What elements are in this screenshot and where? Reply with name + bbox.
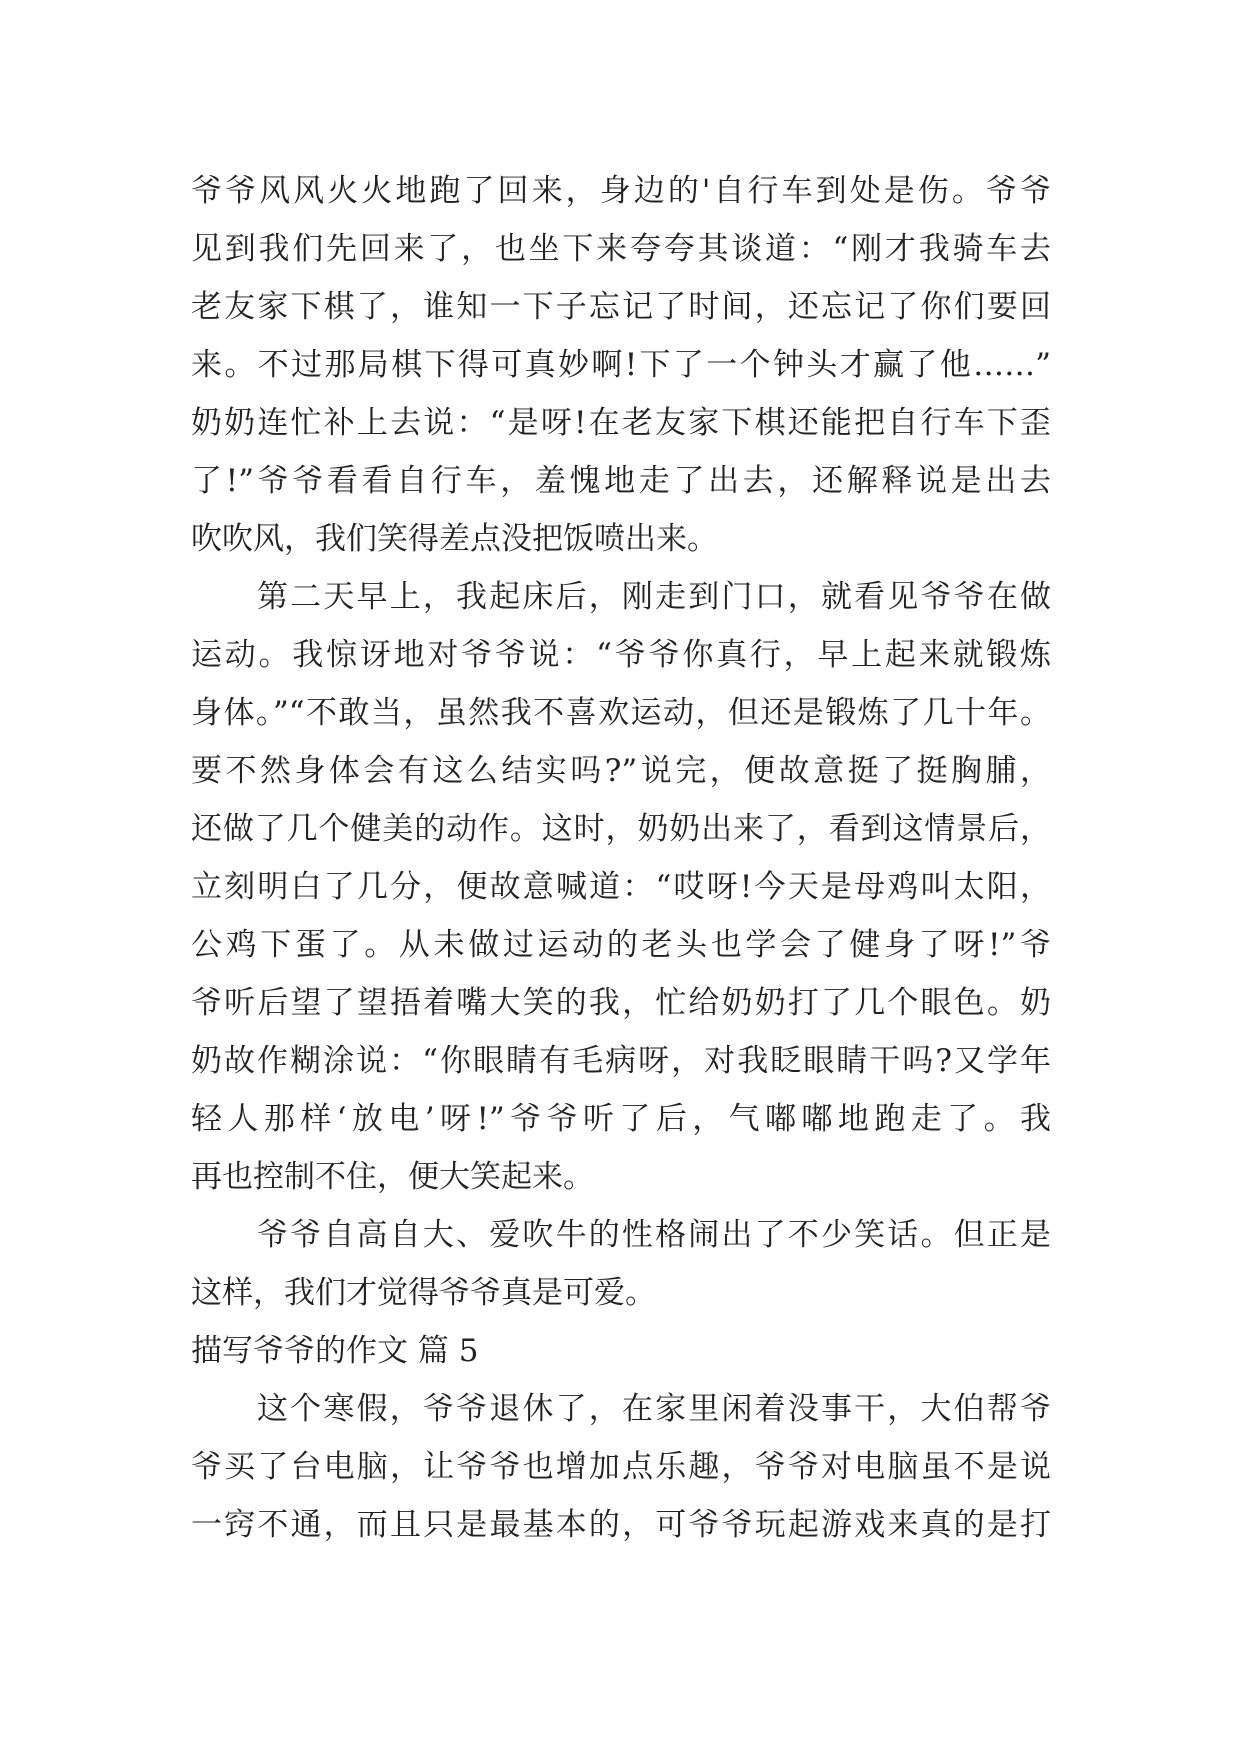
text-line: 还做了几个健美的动作。这时，奶奶出来了，看到这情景后， — [191, 811, 1051, 847]
text-line: 再也控制不住，便大笑起来。 — [191, 1159, 594, 1195]
text-line: 来。不过那局棋下得可真妙啊!下了一个钟头才赢了他……” — [191, 347, 1051, 383]
text-line: 公鸡下蛋了。从未做过运动的老头也学会了健身了呀!”爷 — [191, 927, 1051, 963]
essay-body — [191, 162, 1051, 1554]
text-line: 吹吹风，我们笑得差点没把饭喷出来。 — [191, 521, 718, 557]
paragraph-2 — [191, 568, 1051, 1206]
text-line: 要不然身体会有这么结实吗?”说完，便故意挺了挺胸脯， — [191, 753, 1051, 789]
paragraph-4 — [191, 1380, 1051, 1554]
text-line: 运动。我惊讶地对爷爷说：“爷爷你真行，早上起来就锻炼 — [191, 637, 1051, 673]
text-line: 爷爷自高自大、爱吹牛的性格闹出了不少笑话。但正是 — [257, 1217, 1051, 1253]
section-heading: 描写爷爷的作文 篇 5 — [191, 1333, 479, 1369]
text-line: 轻人那样‘放电’呀!”爷爷听了后，气嘟嘟地跑走了。我 — [191, 1101, 1051, 1137]
text-line: 身体。”“不敢当，虽然我不喜欢运动，但还是锻炼了几十年。 — [191, 695, 1051, 731]
text-line: 这个寒假，爷爷退休了，在家里闲着没事干，大伯帮爷 — [257, 1391, 1051, 1427]
text-line: 爷买了台电脑，让爷爷也增加点乐趣，爷爷对电脑虽不是说 — [191, 1449, 1051, 1485]
text-line: 第二天早上，我起床后，刚走到门口，就看见爷爷在做 — [257, 579, 1051, 615]
paragraph-3 — [191, 1206, 1051, 1322]
text-line: 爷爷风风火火地跑了回来，身边的'自行车到处是伤。爷爷 — [191, 173, 1051, 209]
text-line: 立刻明白了几分，便故意喊道：“哎呀!今天是母鸡叫太阳， — [191, 869, 1051, 905]
text-line: 奶奶连忙补上去说：“是呀!在老友家下棋还能把自行车下歪 — [191, 405, 1051, 441]
paragraph-1 — [191, 162, 1051, 568]
text-line: 见到我们先回来了，也坐下来夸夸其谈道：“刚才我骑车去 — [191, 231, 1051, 267]
text-line: 老友家下棋了，谁知一下子忘记了时间，还忘记了你们要回 — [191, 289, 1051, 325]
text-line: 爷听后望了望捂着嘴大笑的我，忙给奶奶打了几个眼色。奶 — [191, 985, 1051, 1021]
text-line: 这样，我们才觉得爷爷真是可爱。 — [191, 1275, 656, 1311]
text-line: 奶故作糊涂说：“你眼睛有毛病呀，对我眨眼睛干吗?又学年 — [191, 1043, 1051, 1079]
text-line: 一窍不通，而且只是最基本的，可爷爷玩起游戏来真的是打 — [191, 1507, 1051, 1543]
text-line: 了!”爷爷看看自行车，羞愧地走了出去，还解释说是出去 — [191, 463, 1051, 499]
